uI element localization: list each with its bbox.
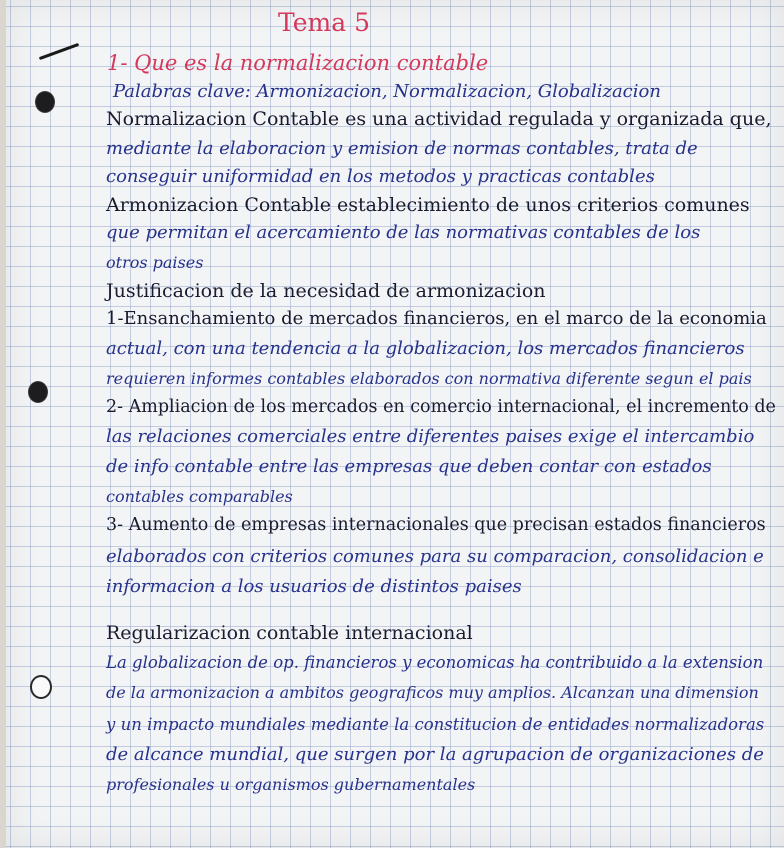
text-line: La globalizacion de op. financieros y economicas ha contribuido a la extension [106, 653, 764, 672]
text-line: de la armonizacion a ambitos geograficos muy amplios. Alcanzan una dimension [106, 683, 759, 702]
binder-hole [29, 382, 47, 402]
text-line: 2- Ampliacion de los mercados en comercio internacional, el incremento de [106, 397, 776, 417]
keywords-line: Palabras clave: Armonizacion, Normalizacion, Globalizacion [113, 81, 661, 102]
binder-hole [32, 677, 50, 697]
question-heading: 1- Que es la normalizacion contable [107, 51, 489, 75]
text-line: las relaciones comerciales entre diferentes paises exige el intercambio [106, 426, 755, 447]
text-line: profesionales u organismos gubernamentales [106, 775, 476, 794]
page-title: Tema 5 [278, 8, 370, 37]
text-line: informacion a los usuarios de distintos paises [106, 576, 522, 597]
notebook-page [6, 0, 784, 848]
text-line: mediante la elaboracion y emision de normas contables, trata de [106, 138, 698, 159]
text-line: conseguir uniformidad en los metodos y practicas contables [106, 166, 655, 187]
text-line: actual, con una tendencia a la globalizacion, los mercados financieros [106, 338, 745, 359]
text-line: Normalizacion Contable es una actividad regulada y organizada que, [106, 108, 772, 130]
section-heading: Regularizacion contable internacional [106, 622, 473, 644]
section-heading: Justificacion de la necesidad de armonizacion [106, 280, 546, 302]
text-line: 3- Aumento de empresas internacionales que precisan estados financieros [106, 515, 766, 535]
text-line: otros paises [106, 253, 204, 272]
text-line: de info contable entre las empresas que deben contar con estados [106, 456, 712, 477]
text-line: de alcance mundial, que surgen por la agrupacion de organizaciones de [106, 744, 764, 765]
text-line: 1-Ensanchamiento de mercados financieros, en el marco de la economia [106, 308, 767, 329]
text-line: y un impacto mundiales mediante la constitucion de entidades normalizadoras [106, 715, 765, 734]
text-line: Armonizacion Contable establecimiento de unos criterios comunes [106, 194, 750, 216]
text-line: elaborados con criterios comunes para su comparacion, consolidacion e [106, 546, 764, 567]
binder-hole [36, 92, 54, 112]
text-line: requieren informes contables elaborados con normativa diferente segun el pais [106, 369, 752, 388]
pen-mark [39, 43, 79, 60]
text-line: que permitan el acercamiento de las normativas contables de los [106, 222, 701, 243]
text-line: contables comparables [106, 487, 293, 506]
